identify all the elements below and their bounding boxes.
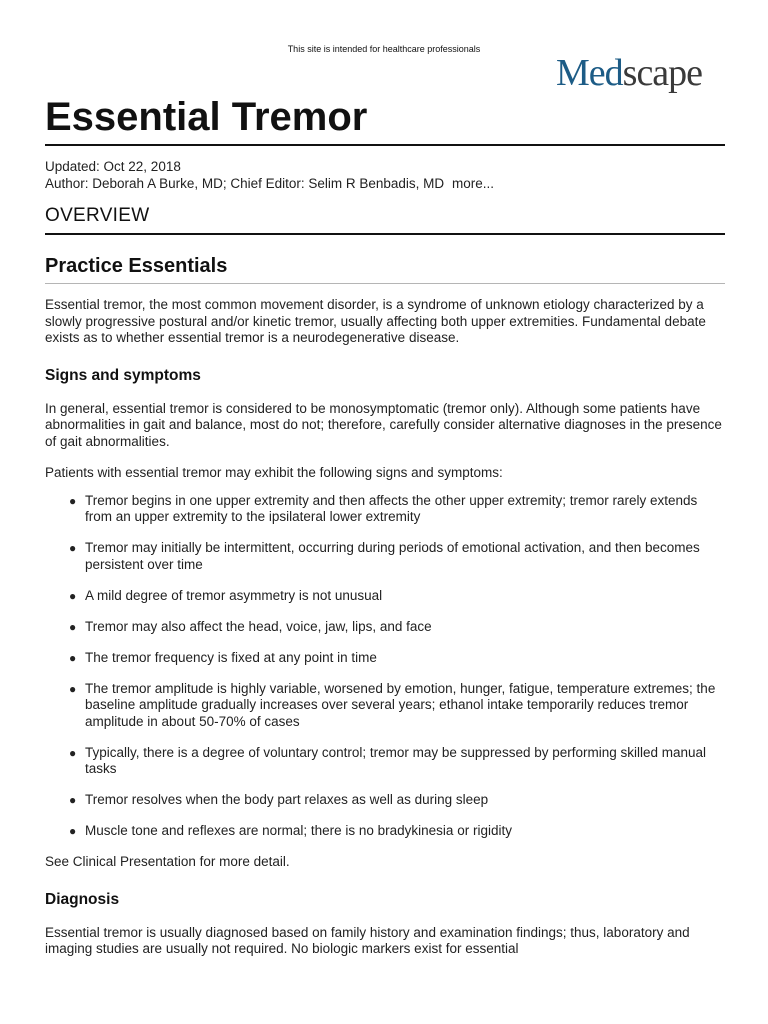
author-text: Author: Deborah A Burke, MD; Chief Editor: Selim R Benbadis, MD — [45, 176, 445, 191]
diagnosis-paragraph: Essential tremor is usually diagnosed based on family history and examination findings; thus, laboratory and imaging studies are usually not required. No biologic markers exist for essential — [45, 924, 690, 956]
signs-paragraph-1: In general, essential tremor is considered to be monosymptomatic (tremor only). Although some patients have abnormalities in gait and balance, most do not; therefore, carefully consider alternative diagnoses in the presence of gait abnormalities. — [45, 400, 722, 449]
list-item: ● Typically, there is a degree of voluntary control; tremor may be suppressed by performing skilled manual tasks — [69, 744, 707, 776]
bullet-icon: ● — [69, 681, 77, 696]
list-item: ● A mild degree of tremor asymmetry is not unusual — [69, 587, 383, 603]
overview-divider — [45, 233, 725, 235]
bullet-icon: ● — [69, 650, 77, 665]
signs-heading: Signs and symptoms — [45, 366, 201, 384]
practice-essentials-heading: Practice Essentials — [45, 255, 228, 277]
bullet-icon: ● — [69, 745, 77, 760]
list-item: ● Tremor may also affect the head, voice, jaw, lips, and face — [69, 618, 432, 634]
bullet-icon: ● — [69, 824, 77, 838]
updated-date: Updated: Oct 22, 2018 — [45, 159, 181, 174]
list-item: ● The tremor amplitude is highly variable, worsened by emotion, hunger, fatigue, temperature extremes; the baseline amplitude gradually increases over several years; ethanol intake temporarily reduces tremor amplitude in about 50-70% of cases — [69, 680, 716, 729]
list-item: ● Tremor begins in one upper extremity and then affects the other upper extremity; tremor rarely extends from an upper extremity to the ipsilateral lower extremity — [69, 492, 698, 524]
practice-divider — [45, 283, 725, 284]
page-title: Essential Tremor — [45, 95, 368, 139]
list-item: ● Muscle tone and reflexes are normal; there is no bradykinesia or rigidity — [69, 823, 512, 838]
logo-scape: scape — [622, 52, 703, 94]
bullet-icon: ● — [69, 619, 77, 634]
list-item: ● Tremor may initially be intermittent, occurring during periods of emotional activation, and then becomes persistent over time — [69, 540, 700, 572]
signs-paragraph-2: Patients with essential tremor may exhibit the following signs and symptoms: — [45, 465, 503, 480]
author-line — [45, 175, 725, 192]
signs-list — [45, 493, 725, 840]
medscape-logo[interactable] — [556, 54, 702, 92]
list-item: ● The tremor frequency is fixed at any point in time — [69, 649, 377, 665]
practice-intro: Essential tremor, the most common movement disorder, is a syndrome of unknown etiology characterized by a slowly progressive postural and/or kinetic tremor, usually affecting both upper extremities. Fundamental debate exists as to whether essential tremor is a neurodegenerative disease. — [45, 297, 706, 345]
section-heading-overview: OVERVIEW — [45, 205, 150, 226]
list-item: ● Tremor resolves when the body part relaxes as well as during sleep — [69, 792, 489, 807]
title-divider — [45, 144, 725, 146]
healthcare-notice: This site is intended for healthcare professionals — [287, 44, 481, 54]
diagnosis-heading: Diagnosis — [45, 890, 120, 908]
bullet-icon: ● — [69, 541, 77, 555]
bullet-icon: ● — [69, 793, 77, 807]
see-clinical-presentation: See Clinical Presentation for more detail. — [45, 854, 290, 869]
bullet-icon: ● — [69, 588, 77, 603]
article-meta — [45, 158, 725, 192]
article-content — [45, 92, 725, 958]
logo-med: Med — [556, 52, 623, 94]
more-link[interactable]: more... — [451, 176, 494, 191]
bullet-icon: ● — [69, 493, 77, 508]
